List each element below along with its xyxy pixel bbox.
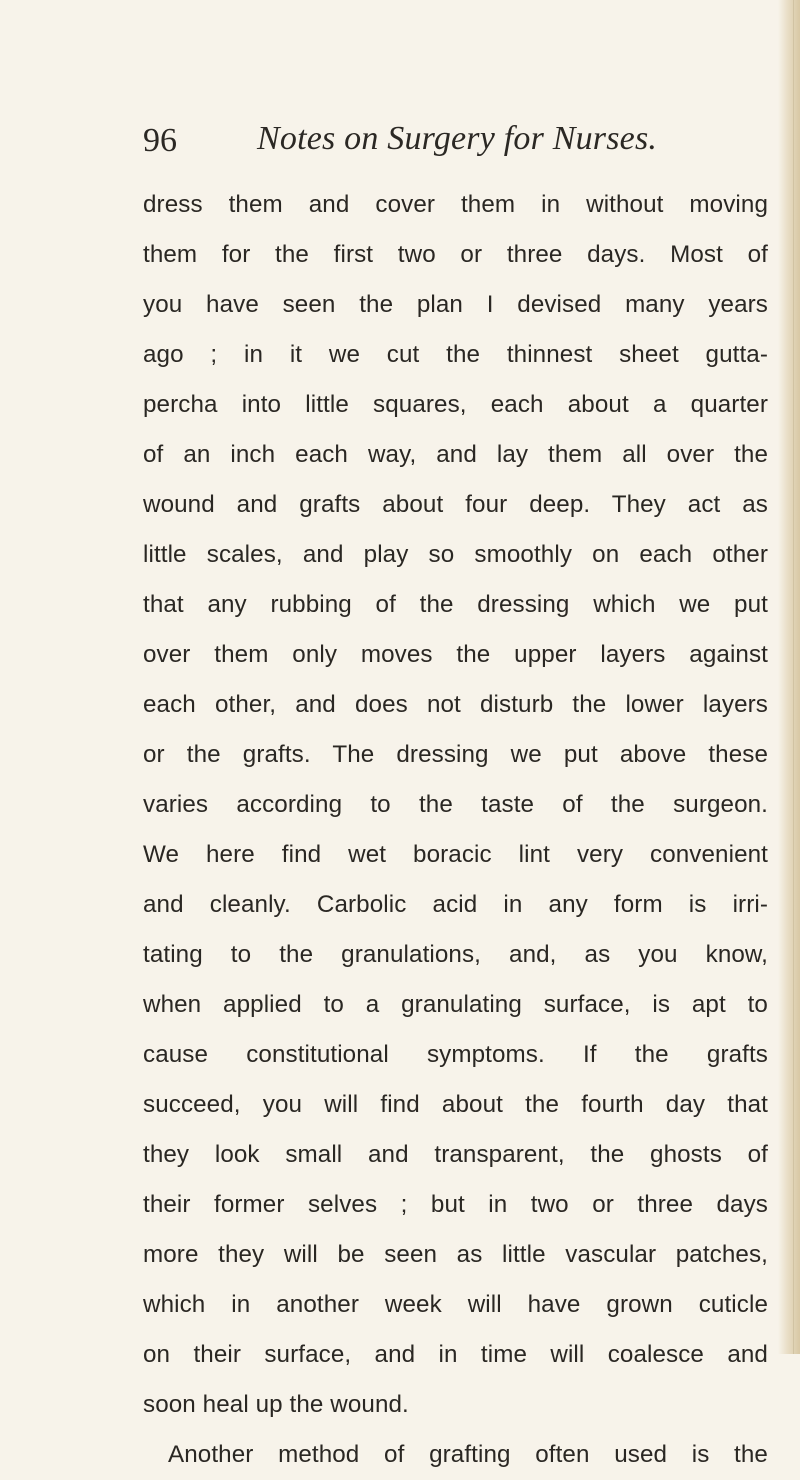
text-line: percha into little squares, each about a quarter [143, 391, 768, 418]
page-number: 96 [143, 122, 177, 159]
text-line: on their surface, and in time will coalesce and [143, 1341, 768, 1368]
paragraph-last-line: soon heal up the wound. [143, 1391, 409, 1418]
text-line: We here find wet boracic lint very convenient [143, 841, 768, 868]
page-header [143, 118, 663, 162]
text-line: succeed, you will find about the fourth day that [143, 1091, 768, 1118]
text-line: of an inch each way, and lay them all over the [143, 441, 768, 468]
text-line: each other, and does not disturb the lower layers [143, 691, 768, 718]
text-line: or the grafts. The dressing we put above these [143, 741, 768, 768]
body-text [143, 180, 768, 1480]
text-line: varies according to the taste of the surgeon. [143, 791, 768, 818]
text-line: them for the first two or three days. Most of [143, 241, 768, 268]
page-edge-line [793, 0, 794, 1354]
text-line: dress them and cover them in without moving [143, 191, 768, 218]
text-line: they look small and transparent, the ghosts of [143, 1141, 768, 1168]
text-line: which in another week will have grown cuticle [143, 1291, 768, 1318]
text-line: cause constitutional symptoms. If the grafts [143, 1041, 768, 1068]
text-line: you have seen the plan I devised many years [143, 291, 768, 318]
paragraph-first-line: Another method of grafting often used is the [168, 1441, 768, 1468]
text-line: over them only moves the upper layers against [143, 641, 768, 668]
text-line: that any rubbing of the dressing which we put [143, 591, 768, 618]
running-title: Notes on Surgery for Nurses. [257, 120, 658, 157]
text-line: tating to the granulations, and, as you know, [143, 941, 768, 968]
text-line: little scales, and play so smoothly on each other [143, 541, 768, 568]
text-line: wound and grafts about four deep. They act as [143, 491, 768, 518]
page-edge-shadow [778, 0, 800, 1354]
text-line: ago ; in it we cut the thinnest sheet gutta- [143, 341, 768, 368]
text-line: more they will be seen as little vascular patches, [143, 1241, 768, 1268]
text-line: their former selves ; but in two or three days [143, 1191, 768, 1218]
text-line: and cleanly. Carbolic acid in any form is irri- [143, 891, 768, 918]
text-line: when applied to a granulating surface, is apt to [143, 991, 768, 1018]
